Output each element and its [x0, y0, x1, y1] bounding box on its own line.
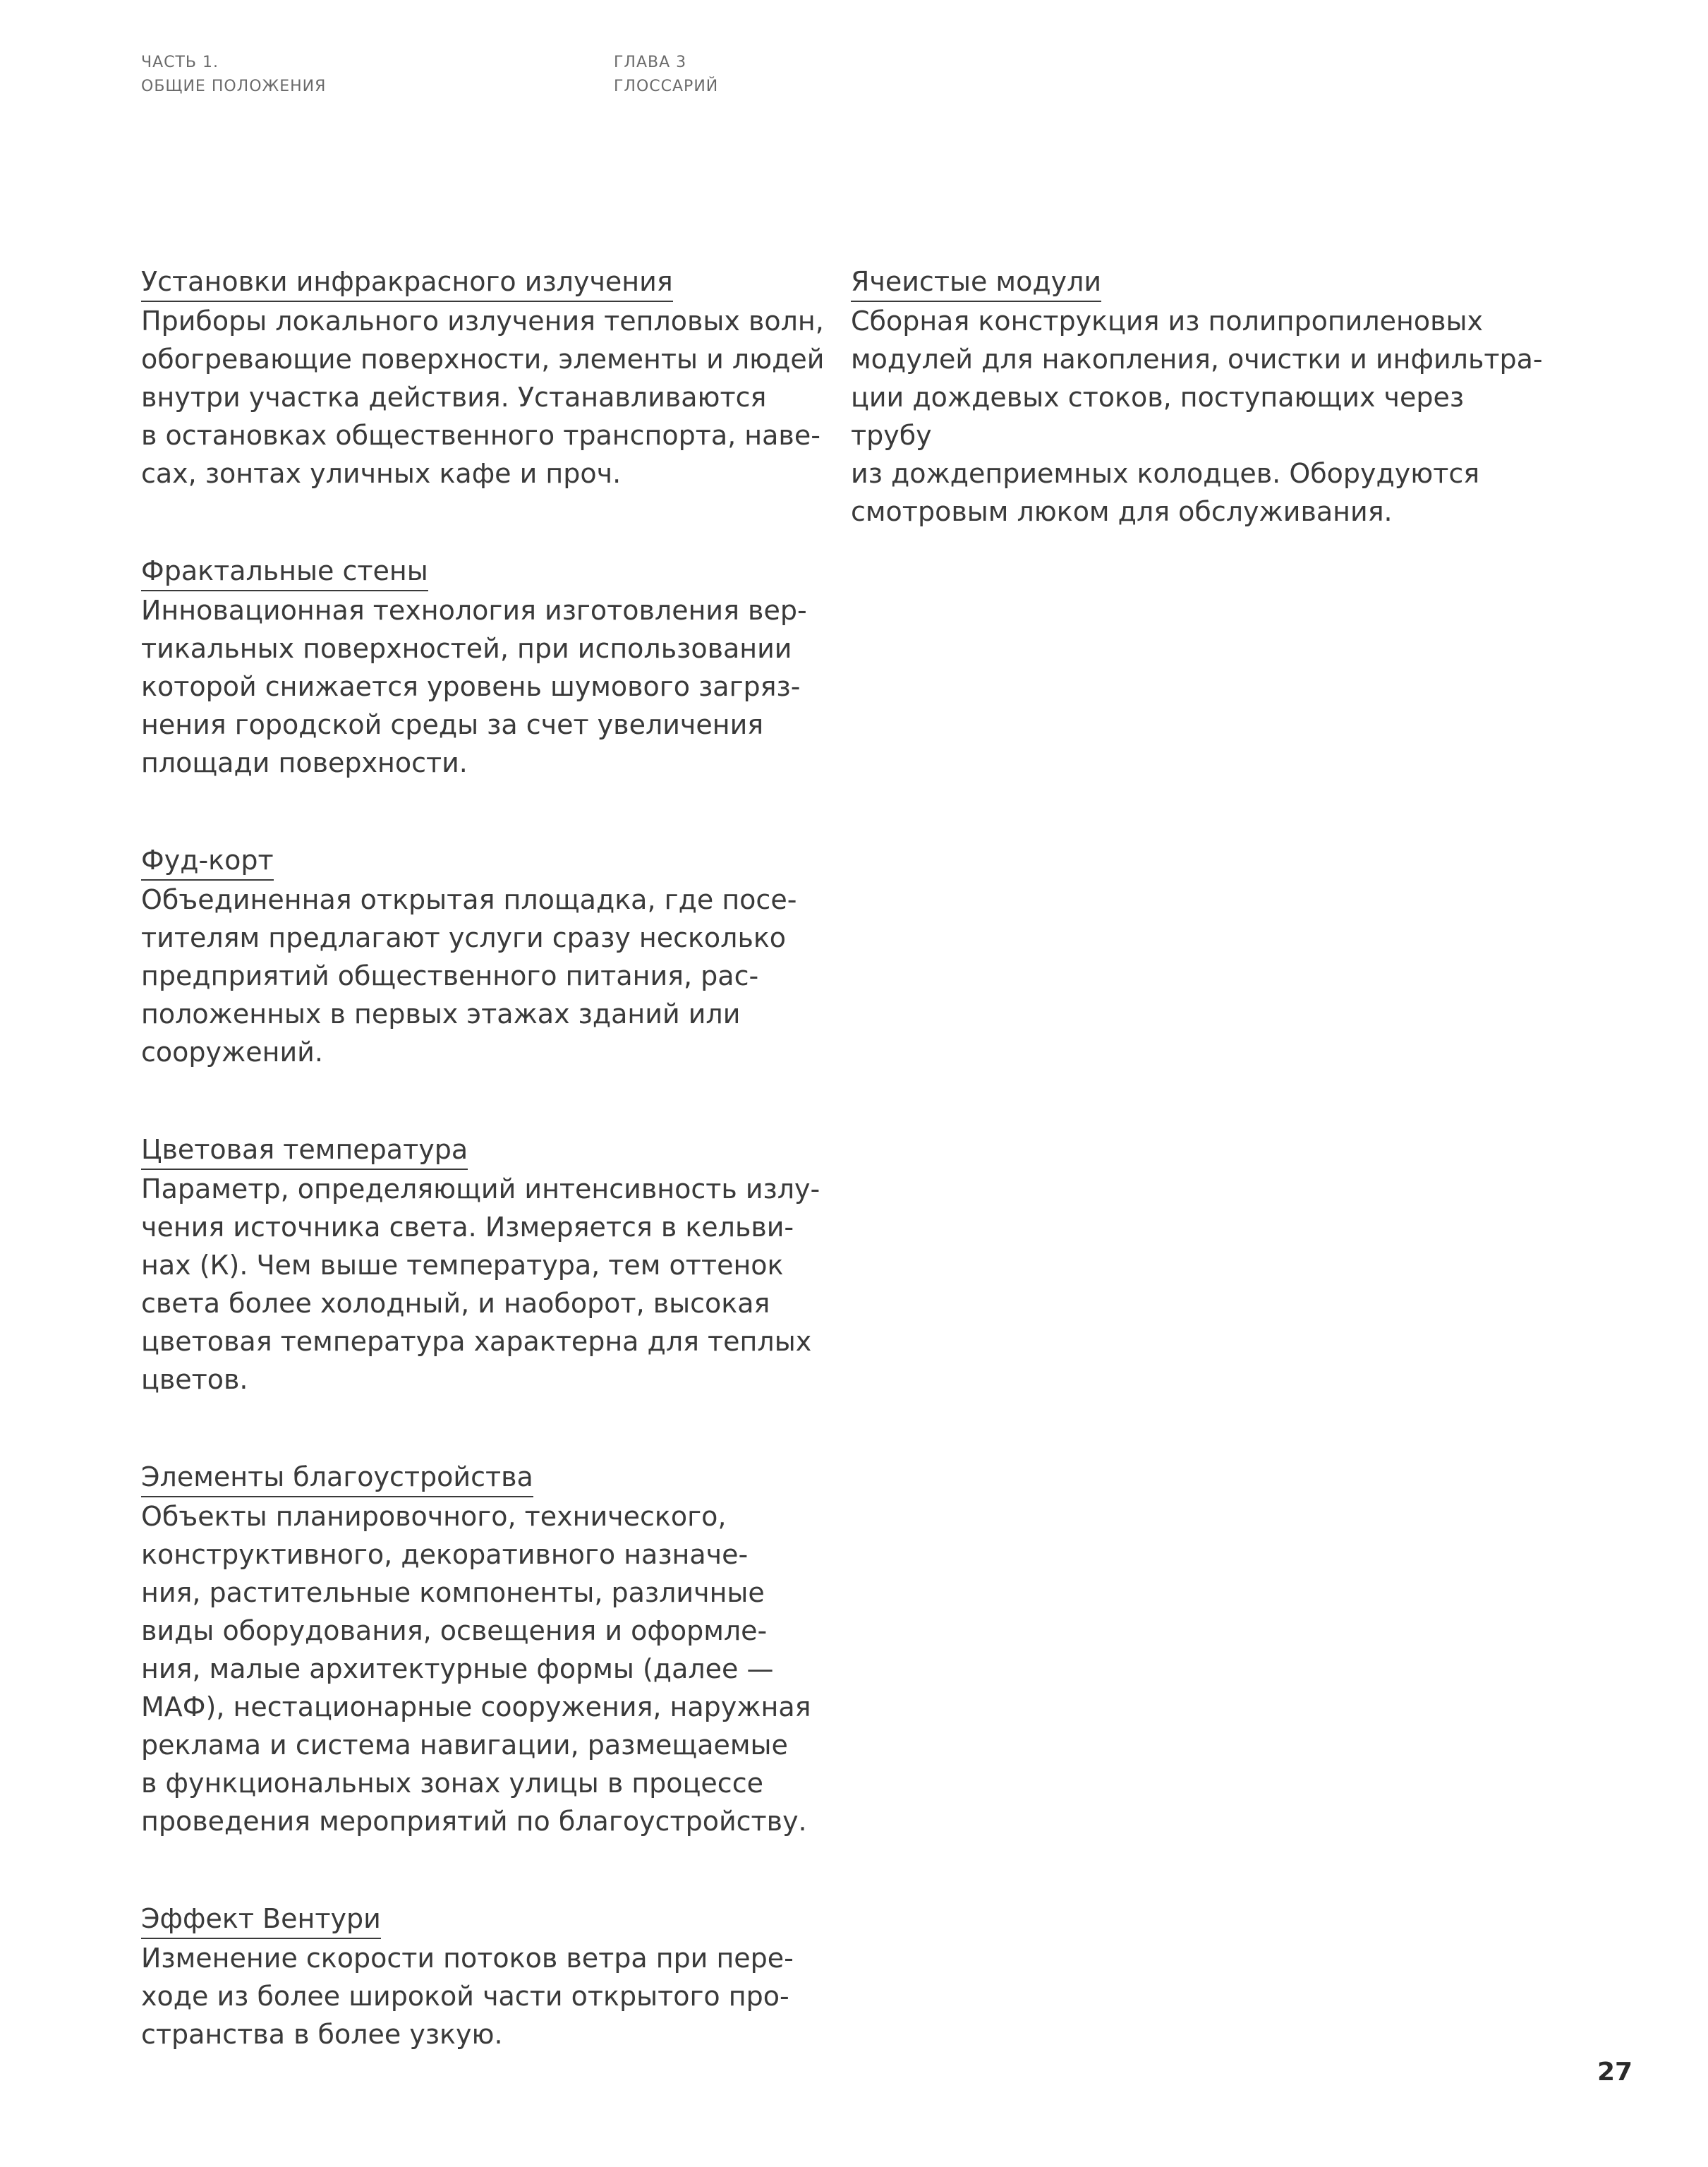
part-title: ОБЩИЕ ПОЛОЖЕНИЯ: [141, 78, 327, 95]
glossary-entry: [141, 841, 840, 1071]
glossary-entry: [141, 1900, 840, 2053]
glossary-definition: Объединенная открытая площадка, где посе- тителям предлагают услуги сразу несколько предприятий общественного питания, рас- положенных в первых этажах зданий или сооружений.: [141, 884, 797, 1068]
glossary-definition: Сборная конструкция из полипропиленовых модулей для накопления, очистки и инфильтра- ции дождевых стоков, поступающих через трубу из дождеприемных колодцев. Оборудуются смотровым люком для обслуживания.: [851, 306, 1543, 527]
glossary-entry: [141, 1458, 840, 1840]
part-number: ЧАСТЬ 1.: [141, 54, 219, 71]
glossary-definition: Параметр, определяющий интенсивность излу- чения источника света. Измеряется в кельви- нах (К). Чем выше температура, тем оттенок света более холодный, и наоборот, высокая цветовая температура характерна для теплых цветов.: [141, 1173, 820, 1395]
page-number: 27: [1597, 2058, 1633, 2087]
glossary-term: Цветовая температура: [141, 1130, 468, 1170]
glossary-term: Элементы благоустройства: [141, 1458, 533, 1497]
running-head-part: [141, 51, 326, 99]
chapter-number: ГЛАВА 3: [614, 54, 687, 71]
glossary-entry: [141, 262, 840, 493]
glossary-term: Ячеистые модули: [851, 262, 1101, 302]
glossary-definition: Приборы локального излучения тепловых волн, обогревающие поверхности, элементы и людей внутри участка действия. Устанавливаются в остановках общественного транспорта, наве- сах, зонтах уличных кафе и проч.: [141, 306, 825, 489]
glossary-entry: [141, 1130, 840, 1399]
glossary-term: Эффект Вентури: [141, 1900, 381, 1939]
glossary-term: Установки инфракрасного излучения: [141, 262, 673, 302]
glossary-entry: [141, 552, 840, 782]
glossary-column-right: [851, 262, 1549, 590]
glossary-term: Фрактальные стены: [141, 552, 428, 591]
chapter-title: ГЛОССАРИЙ: [614, 78, 719, 95]
glossary-column-left: [141, 262, 840, 2113]
glossary-definition: Объекты планировочного, технического, конструктивного, декоративного назначе- ния, растительные компоненты, различные виды оборудования, освещения и оформле- ния, малые архитектурные формы (далее — МАФ), нестационарные сооружения, наружная реклама и система навигации, размещаемые в функциональных зонах улицы в процессе проведения мероприятий по благоустройству.: [141, 1501, 811, 1837]
running-head-chapter: [614, 51, 718, 99]
glossary-definition: Изменение скорости потоков ветра при пере- ходе из более широкой части открытого про- странства в более узкую.: [141, 1943, 794, 2050]
glossary-term: Фуд-корт: [141, 841, 274, 881]
glossary-definition: Инновационная технология изготовления вер- тикальных поверхностей, при использовании которой снижается уровень шумового загряз- нения городской среды за счет увеличения площади поверхности.: [141, 595, 807, 778]
glossary-entry: [851, 262, 1549, 531]
